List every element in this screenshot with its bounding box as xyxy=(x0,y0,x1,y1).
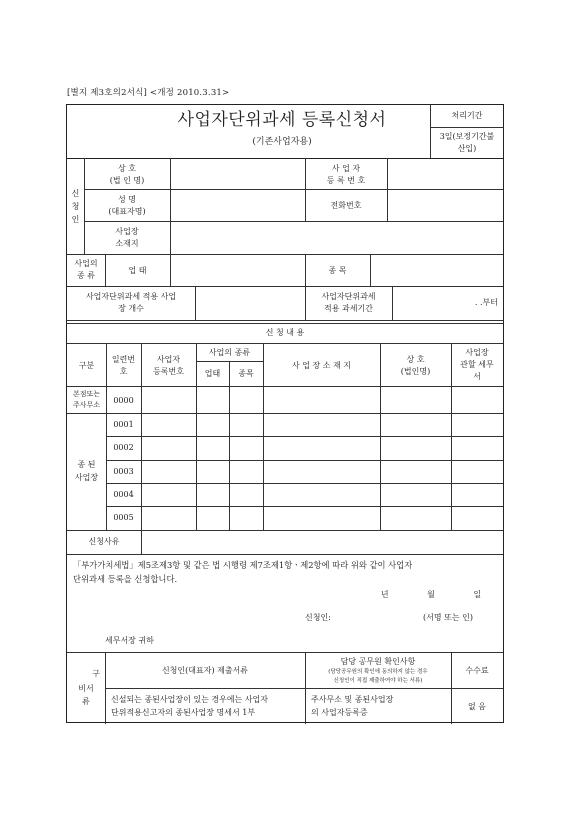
business-reg-no-field[interactable] xyxy=(388,159,502,188)
representative-name-label: 성 명 xyxy=(118,195,136,204)
processing-period-label: 처리기간 xyxy=(451,111,483,120)
documents-section-label: 구 xyxy=(92,669,100,678)
form-subtitle: (기존사업자용) xyxy=(252,137,312,147)
col-business-kind: 사업의 종류 xyxy=(208,348,251,357)
request-content-heading: 신 청 내 용 xyxy=(265,328,305,337)
representative-name-field[interactable] xyxy=(171,190,304,220)
head-office-label: 본점또는 xyxy=(72,390,101,398)
business-item-label: 종 목 xyxy=(328,266,347,275)
serial-0003: 0003 xyxy=(113,467,134,476)
declaration-text-line2: 단위과세 등록을 신청합니다. xyxy=(73,574,178,584)
site-count-label: 사업자단위과세 적용 사업 xyxy=(85,292,177,301)
col-serial-no: 일련번 xyxy=(111,355,136,364)
serial-0000: 0000 xyxy=(113,396,134,405)
serial-0004: 0004 xyxy=(113,490,134,499)
phone-label: 전화번호 xyxy=(330,201,362,210)
col-tax-office: 사업장 xyxy=(465,348,489,357)
col-address: 사 업 장 소 재 지 xyxy=(291,361,352,370)
trade-name-field[interactable] xyxy=(171,159,304,188)
signature-or-seal: (서명 또는 인) xyxy=(423,613,473,622)
official-check-text: 주사무소 및 종된사업장 xyxy=(311,695,394,704)
submit-docs-header: 신청인(대표자) 제출서류 xyxy=(161,666,249,675)
application-date: 년 월 일 xyxy=(380,590,482,599)
business-kind-label: 사업의 xyxy=(74,259,98,268)
request-reason-label: 신청사유 xyxy=(88,537,120,546)
tax-period-field[interactable]: . .부터 xyxy=(474,298,498,307)
col-business-reg-no: 사업자 xyxy=(156,355,181,364)
col-business-item: 종목 xyxy=(238,369,254,378)
site-count-field[interactable] xyxy=(196,287,304,319)
fee-value: 없 음 xyxy=(468,702,486,711)
form-header-note: [별지 제3호의2서식] <개정 2010.3.31> xyxy=(67,88,230,98)
official-check-header: 담당 공무원 확인사항 xyxy=(340,657,416,666)
trade-name-label: 상 호 xyxy=(118,164,136,173)
business-address-label: 사업장 xyxy=(115,227,139,236)
applicant-signature-label: 신청인: xyxy=(305,613,331,622)
phone-field[interactable] xyxy=(388,190,502,220)
serial-0005: 0005 xyxy=(113,513,134,522)
request-reason-field[interactable] xyxy=(142,531,502,553)
business-type-label: 업 태 xyxy=(128,266,147,275)
application-form: 사업자단위과세 등록신청서 (기존사업자용) 처리기간 3일(보정기간불 산입) 신 청 인 상 호 (법 인 명) 사 업 자 등 록 번 호 성 명 (대표자명) 전화번호 사업장 소재지 사업의 종 류 업 태 종 목 사업자단위과세 적용 사업 장 개수 사업자단위과세 적용 과세기간 . .부터 신 청 내 용 구분 일련번 호 사업자 등록번호 사업의 종류 업태 종목 사 업 장 소 재 지 상 호 (법인명) 사업장 관할 세무 서 본점또는 주사무소 0000 종 된 사업장 0001 0002 0003 0004 0005 신청사유 「부가가치세법」제5조제3항 및 같은 법 시행령 제7조제1항ㆍ제2항에 따라 위와 같이 사업자 단위과세 등록을 신청합니다. 년 월 일 신청인: (서명 또는 인) 세무서장 귀하 구 비서 류 신청인(대표자) 제출서류 담당 공무원 확인사항 (담당공무원의 확인에 동의하지 않는 경우 신청인이 직접 제출하여야 하는 서류) 수수료 신설되는 종된사업장이 있는 경우에는 사업자 단위적용신고자의 종된사업장 명세서 1부 주사무소 및 종된사업장 의 사업자등록증 없 음 xyxy=(66,104,504,723)
col-trade-name: 상 호 xyxy=(406,355,425,364)
business-item-field[interactable] xyxy=(371,255,502,285)
business-address-field[interactable] xyxy=(171,222,502,253)
tax-period-label: 사업자단위과세 xyxy=(321,292,376,301)
col-business-type: 업태 xyxy=(204,369,221,378)
submit-docs-text: 신설되는 종된사업장이 있는 경우에는 사업자 xyxy=(111,695,269,704)
serial-0002: 0002 xyxy=(113,443,134,452)
fee-header: 수수료 xyxy=(465,666,489,675)
declaration-text-line1: 「부가가치세법」제5조제3항 및 같은 법 시행령 제7조제1항ㆍ제2항에 따라 위와 같이 사업자 xyxy=(73,560,413,570)
branch-sites-label: 종 된 xyxy=(77,460,96,469)
processing-period-value: 3일(보정기간불 xyxy=(439,132,495,141)
serial-0001: 0001 xyxy=(113,420,134,429)
applicant-section-label: 신 xyxy=(71,189,80,198)
addressee: 세무서장 귀하 xyxy=(105,636,154,645)
business-type-field[interactable] xyxy=(171,255,304,285)
col-category: 구분 xyxy=(78,361,95,370)
business-reg-no-label: 사 업 자 xyxy=(331,164,361,173)
form-title: 사업자단위과세 등록신청서 xyxy=(177,110,387,130)
